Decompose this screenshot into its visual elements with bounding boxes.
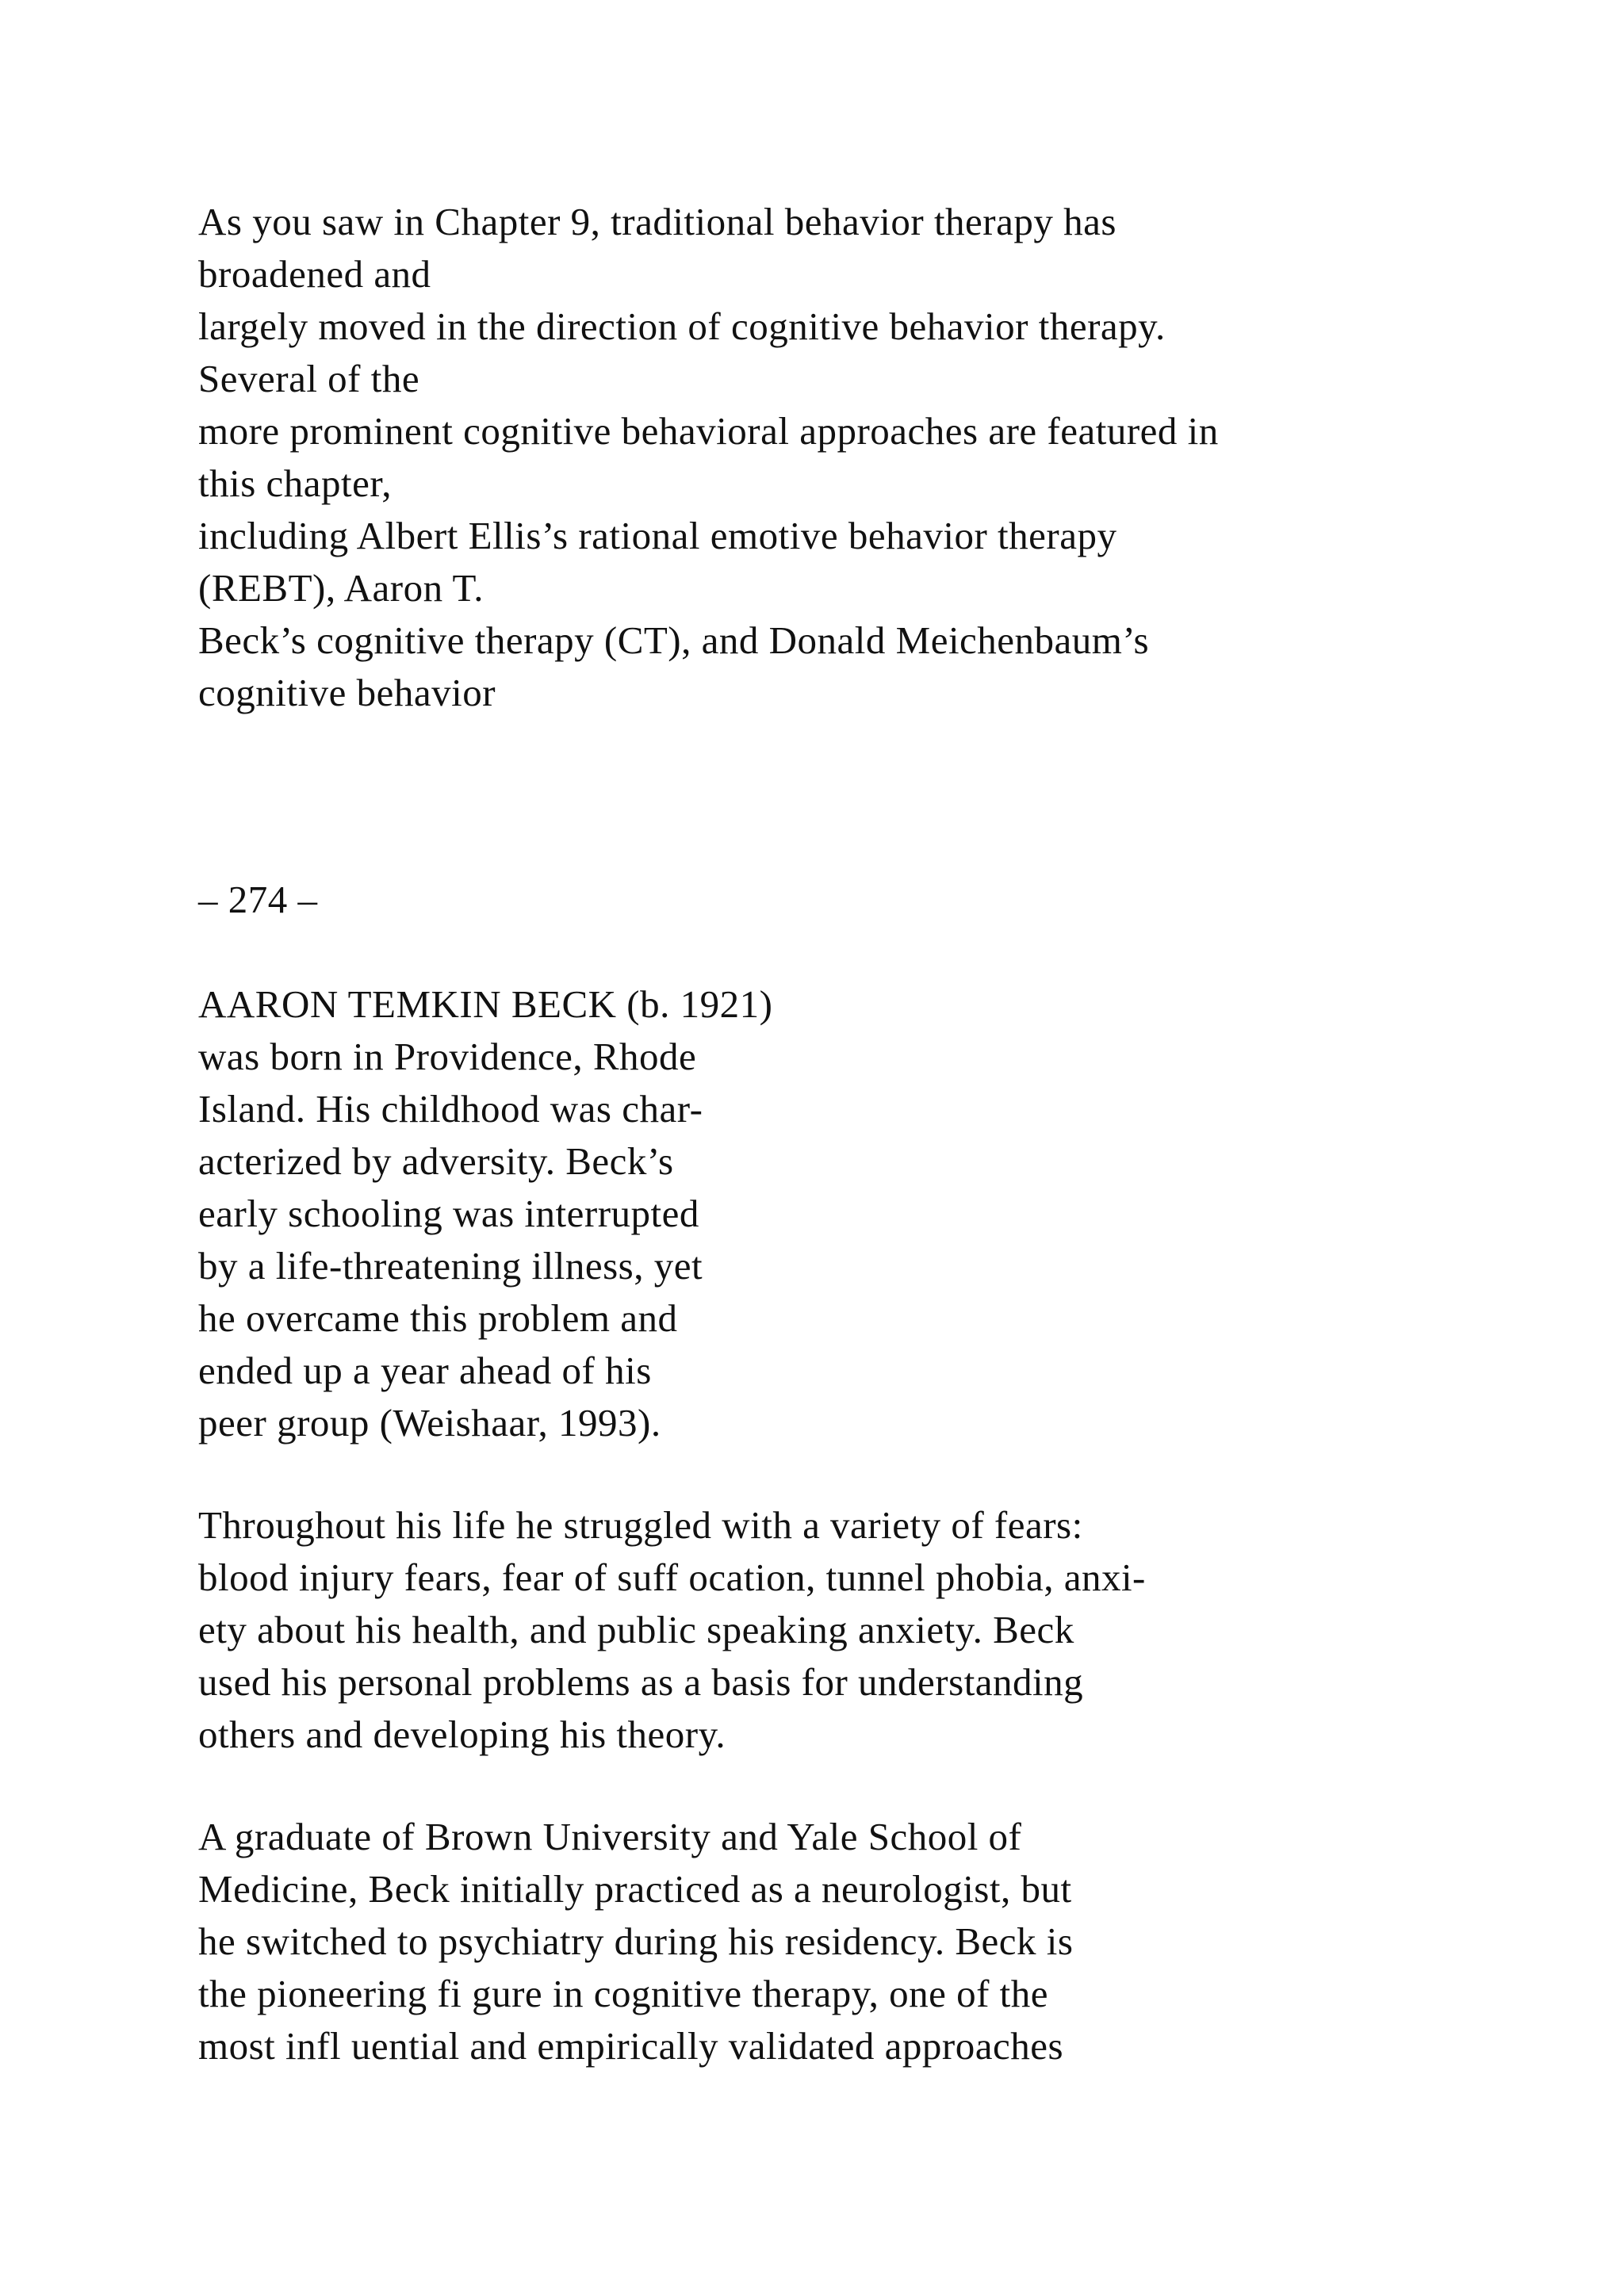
biography-sidebar (198, 978, 772, 1449)
education-line: most infl uential and empirically validated approaches (198, 2024, 1064, 2068)
intro-line: more prominent cognitive behavioral approaches are featured in (198, 409, 1219, 453)
bio-line: peer group (Weishaar, 1993). (198, 1401, 661, 1445)
intro-line: Several of the (198, 357, 420, 400)
bio-line: Island. His childhood was char- (198, 1087, 703, 1131)
intro-line: this chapter, (198, 461, 393, 505)
intro-paragraph (198, 196, 1219, 719)
intro-line: cognitive behavior (198, 671, 496, 714)
education-line: Medicine, Beck initially practiced as a neurologist, but (198, 1867, 1072, 1911)
page-number-block (198, 874, 318, 926)
bio-line: acterized by adversity. Beck’s (198, 1139, 674, 1183)
education-line: the pioneering fi gure in cognitive therapy, one of the (198, 1972, 1049, 2015)
intro-line: broadened and (198, 252, 431, 296)
education-paragraph (198, 1811, 1073, 2072)
fears-line: blood injury fears, fear of suff ocation, tunnel phobia, anxi- (198, 1556, 1146, 1599)
fears-line: Throughout his life he struggled with a variety of fears: (198, 1503, 1083, 1547)
bio-line: early schooling was interrupted (198, 1192, 699, 1235)
fears-line: used his personal problems as a basis for understanding (198, 1660, 1084, 1704)
fears-paragraph (198, 1499, 1146, 1761)
intro-line: including Albert Ellis’s rational emotive behavior therapy (198, 514, 1117, 557)
bio-line: by a life-threatening illness, yet (198, 1244, 703, 1288)
bio-line: AARON TEMKIN BECK (b. 1921) (198, 982, 773, 1026)
intro-line: (REBT), Aaron T. (198, 566, 485, 610)
bio-line: was born in Providence, Rhode (198, 1035, 697, 1078)
intro-line: Beck’s cognitive therapy (CT), and Donald Meichenbaum’s (198, 618, 1150, 662)
fears-line: others and developing his theory. (198, 1712, 726, 1756)
education-line: A graduate of Brown University and Yale School of (198, 1815, 1022, 1858)
education-line: he switched to psychiatry during his residency. Beck is (198, 1919, 1074, 1963)
fears-line: ety about his health, and public speaking anxiety. Beck (198, 1608, 1074, 1651)
bio-line: ended up a year ahead of his (198, 1349, 652, 1392)
bio-line: he overcame this problem and (198, 1296, 678, 1340)
intro-line: largely moved in the direction of cognitive behavior therapy. (198, 304, 1166, 348)
intro-line: As you saw in Chapter 9, traditional behavior therapy has (198, 200, 1116, 243)
page-number: – 274 – (198, 878, 318, 921)
